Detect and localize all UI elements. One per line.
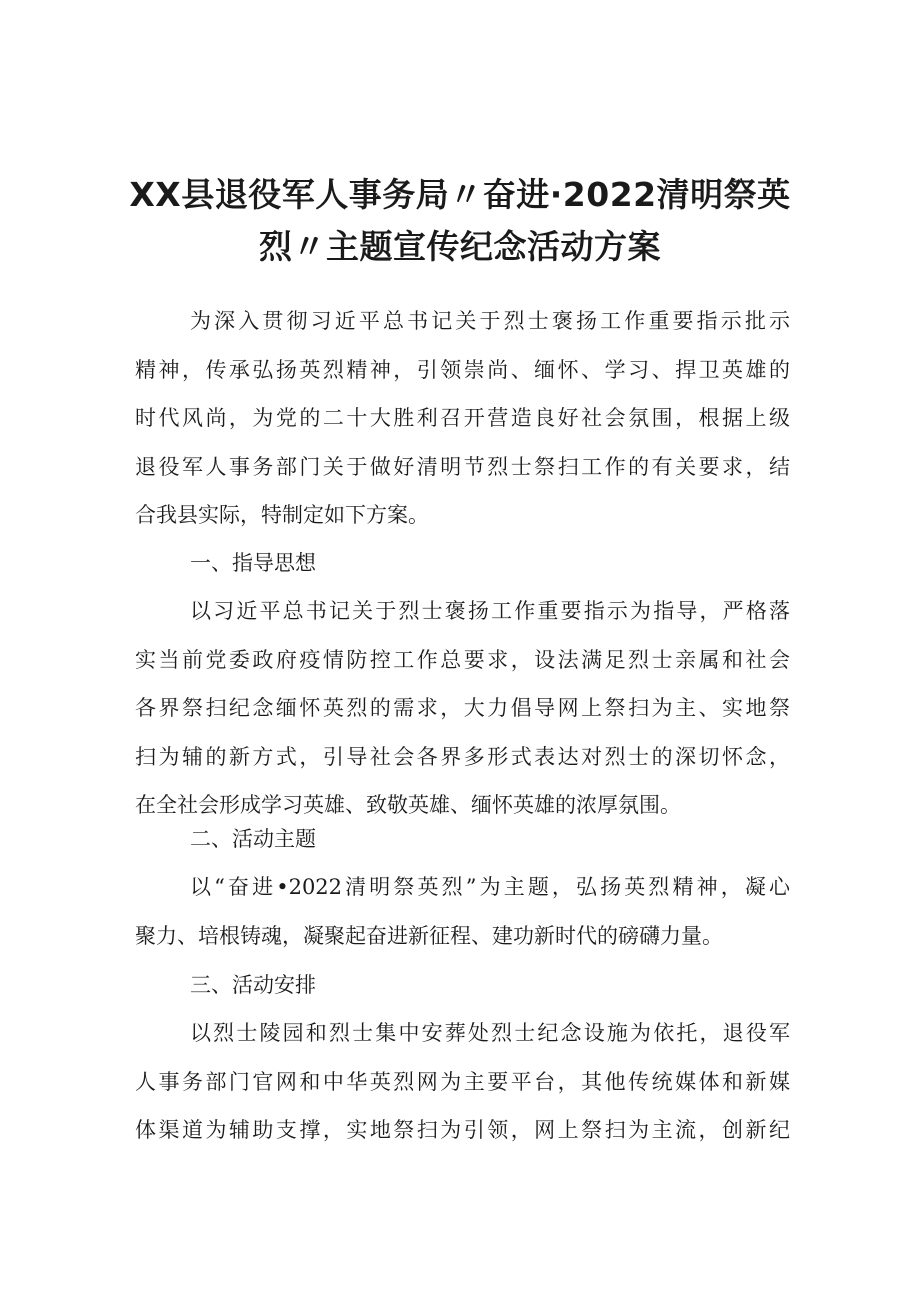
- section-heading-guiding-ideology: 一、指导思想: [190, 551, 316, 575]
- paragraph-line: 人事务部门官网和中华英烈网为主要平台，其他传统媒体和新媒: [135, 1069, 790, 1094]
- paragraph-line: 以习近平总书记关于烈士褒扬工作重要指示为指导，严格落: [190, 599, 790, 623]
- paragraph-line: 体渠道为辅助支撑，实地祭扫为引领，网上祭扫为主流，创新纪: [135, 1118, 790, 1142]
- paragraph-line: 扫为辅的新方式，引导社会各界多形式表达对烈士的深切怀念，: [135, 744, 790, 769]
- paragraph-line: 实当前党委政府疫情防控工作总要求，设法满足烈士亲属和社会: [135, 647, 790, 672]
- paragraph-line: 聚力、培根铸魂，凝聚起奋进新征程、建功新时代的磅礴力量。: [135, 923, 723, 948]
- section-heading-activity-arrangement: 三、活动安排: [190, 973, 316, 997]
- paragraph-line: 以“奋进•2022清明祭英烈”为主题，弘扬英烈精神，凝心: [190, 875, 790, 899]
- section-heading-activity-theme: 二、活动主题: [190, 827, 316, 851]
- paragraph-line: 在全社会形成学习英雄、致敬英雄、缅怀英雄的浓厚氛围。: [135, 793, 681, 817]
- section2-paragraph: [135, 863, 790, 960]
- paragraph-line: 精神，传承弘扬英烈精神，引领崇尚、缅怀、学习、捍卫英雄的: [135, 357, 790, 382]
- paragraph-line: 时代风尚，为党的二十大胜利召开营造良好社会氛围，根据上级: [135, 406, 790, 430]
- document-title-line-2: 烈〃主题宣传纪念活动方案: [259, 227, 661, 266]
- section1-paragraph: [135, 587, 790, 830]
- intro-paragraph: [135, 297, 790, 540]
- paragraph-line: 退役军人事务部门关于做好清明节烈士祭扫工作的有关要求，结: [135, 454, 790, 479]
- paragraph-line: 为深入贯彻习近平总书记关于烈士褒扬工作重要指示批示: [190, 309, 790, 333]
- section3-paragraph: [135, 1009, 790, 1155]
- paragraph-line: 各界祭扫纪念缅怀英烈的需求，大力倡导网上祭扫为主、实地祭: [135, 696, 790, 720]
- document-title-line-1: XX县退役军人事务局〃奋进·2022清明祭英: [129, 175, 791, 214]
- paragraph-line: 合我县实际，特制定如下方案。: [135, 503, 429, 527]
- paragraph-line: 以烈士陵园和烈士集中安葬处烈士纪念设施为依托，退役军: [190, 1021, 790, 1045]
